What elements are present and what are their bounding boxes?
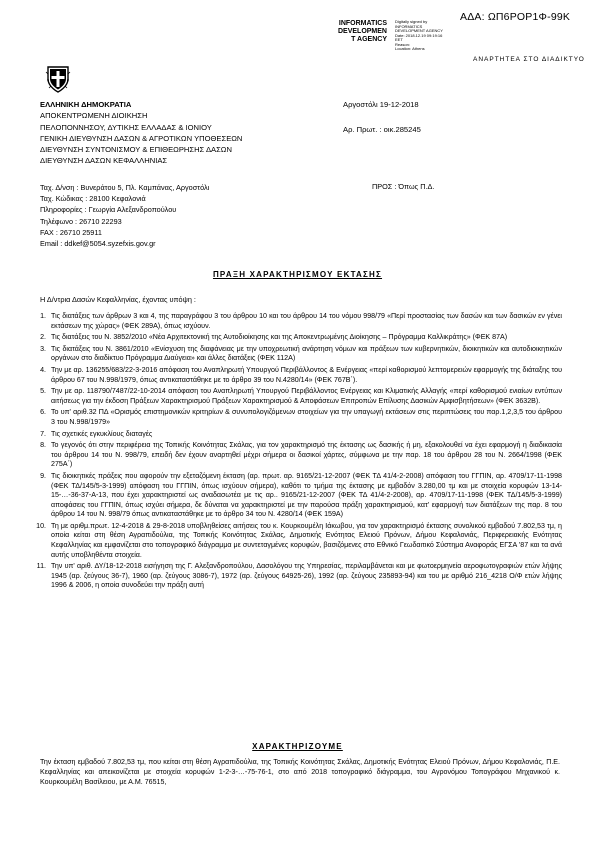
signature-detail-line: Location: Athens [395,46,425,51]
intro-text: Η Δ/ντρια Δασών Κεφαλληνίας, έχοντας υπόψη : [40,295,196,304]
contact-email: Email : ddkef@5054.syzefxis.gov.gr [40,239,156,249]
contact-line: Ταχ. Κώδικας : 28100 Κεφαλονιά [40,194,146,204]
decision-title: ΧΑΡΑΚΤΗΡΙΖΟΥΜΕ [252,742,343,751]
item-text: Τις διατάξεις του Ν. 3861/2010 «Ενίσχυση της διαφάνειας με την υποχρεωτική ανάρτηση νόμων και πράξεων των κυβερνητικών, διοικητικών και αυτοδιοικητικών οργάνων στο διαδίκτυο Πρόγραμμα Διαύγεια» και άλλες διατάξεις (ΦΕΚ 112Α) [51,344,562,363]
greek-emblem-icon [45,64,71,94]
item-number: 4. [40,365,46,374]
issuing-authority [40,99,242,167]
item-number: 7. [40,429,46,438]
header-line: ΓΕΝΙΚΗ ΔΙΕΥΘΥΝΣΗ ΔΑΣΩΝ & ΑΓΡΟΤΙΚΩΝ ΥΠΟΘΕΣΕΩΝ [40,133,243,143]
list-item [24,430,562,440]
list-item [24,312,562,331]
signature-detail-line: DEVELOPMENT AGENCY [395,28,443,33]
item-text: Την με αρ. 118790/7487/22-10-2014 απόφαση του Αναπληρωτή Υπουργού Περιβάλλοντος Ενέργειας και Κλιματικής Αλλαγής «περί καθορισμού ενιαίων εντύπων αιτήσεως για την έκδοση Πράξεων Χαρακτηρισμού Πράξεων Χαρακτηρισμού & Αποφάσεων Επιτροπών Επίλυσης Δασικών Αμφισβητήσεων» (ΦΕΚ 3632Β). [51,387,562,405]
item-number: 5. [40,387,46,396]
item-number: 2. [40,333,46,342]
list-item [24,441,562,470]
list-item [24,333,562,343]
item-number: 1. [40,312,46,320]
item-number: 8. [40,441,46,450]
header-line: ΔΙΕΥΘΥΝΣΗ ΣΥΝΤΟΝΙΣΜΟΥ & ΕΠΙΘΕΩΡΗΣΗΣ ΔΑΣΩΝ [40,145,232,155]
signature-detail-line: Reason: [395,41,410,47]
item-text: Τις διατάξεις του Ν. 3852/2010 «Νέα Αρχιτεκτονική της Αυτοδιοίκησης και της Αποκεντρωμένης Διοίκησης – Πρόγραμμα Καλλικράτης» (ΦΕΚ 87Α) [51,333,508,342]
header-line: ΠΕΛΟΠΟΝΝΗΣΟΥ, ΔΥΤΙΚΗΣ ΕΛΛΑΔΑΣ & ΙΟΝΙΟΥ [40,122,212,132]
item-number: 10. [36,521,46,530]
contact-line: Πληροφορίες : Γεωργία Αλεξανδροπούλου [40,205,177,215]
item-text: Τις διοικητικές πράξεις που αφορούν την εξεταζόμενη έκταση (αρ. πρωτ. αρ. 9165/21-12-2007 (ΦΕΚ ΤΔ 41/4-2-2008) απόφαση του ΓΓΠΙΝ, αρ. 4709/17-11-1998 (ΦΕΚ ΤΔ/145/5-3-1999) απόφαση του ΓΓΠΙΝ, όπως ισχύουν σήμερα), καθότι το τμήμα της έκτασης με εμβαδόν 3.280,00 τμ και με στοιχεία κορυφών 13-14-15-…-36-37-Α-13, που έχει χαρακτηριστεί ως αναδασωτέα με τις αρ.. 9165/21-12-2007 (ΦΕΚ ΤΔ 41/4-2-2008), αρ. 4709/17-11-1998 (ΦΕΚ ΤΔ/145/5-3-1999) αποφάσεις του ΓΓΠΙΝ, όπως ισχύει σήμερα, δε δύναται να χαρακτηριστεί με την παρούσα πράξη χαρακτηρισμού, κατ' εφαρμογή των διατάξεων της παρ. 8 του άρθρου 14 του Ν. 998/79 όπως αντικαταστάθηκε με το άρθρο 34 του Ν. 4280/14 (ΦΕΚ 159Α) [51,471,562,519]
contact-line: Ταχ. Δ/νση : Βυνεράτου 5, Πλ. Καμπάνας, Αργοστόλι [40,183,210,192]
agency-signature [325,20,387,44]
item-number: 6. [40,408,46,417]
list-item [24,387,562,406]
header-line: ΑΠΟΚΕΝΤΡΩΜΕΝΗ ΔΙΟΙΚΗΣΗ [40,111,148,121]
published-label: ΑΝΑΡΤΗΤΕΑ ΣΤΟ ΔΙΑΔΙΚΤΥΟ [473,56,585,63]
considerations-list [24,312,562,593]
agency-line: INFORMATICS [338,20,387,27]
recipient: ΠΡΟΣ : Όπως Π.Δ. [372,182,435,191]
agency-line: DEVELOPMEN [337,28,387,35]
list-item [24,562,562,591]
signature-detail-line: Digitally signed by [395,19,428,24]
list-item [24,472,562,520]
item-text: Την υπ' αριθ. ΔΥ/18-12-2018 εισήγηση της Γ. Αλεξανδροπούλου, Δασολόγου της Υπηρεσίας, περιλαμβάνεται και με φωτοερμηνεία αεροφωτογραφιών ετών λήψης 1945 (αρ. ζεύγους 36-7), 1960 (αρ. ζεύγους 3086-7), 1972 (αρ. ζεύγους 64925-26), 1992 (αρ. ζεύγους 235893-94) και του με αριθμό 216_4218 Ο/Φ ετών λήψης 1996 & 2006, η οποία συνοδεύει την πράξη αυτή [51,562,562,590]
header-line: ΕΛΛΗΝΙΚΗ ΔΗΜΟΚΡΑΤΙΑ [40,100,132,109]
item-text: Το υπ' αριθ.32 ΠΔ «Ορισμός επιστημονικών κριτηρίων & συνυπολογιζόμενων στοιχείων για την υπαγωγή εκτάσεων στις περιπτώσεις του παρ.1,2,3,5 του άρθρου 3 του Ν.998/1979» [51,408,562,426]
item-text: Το γεγονός ότι στην περιφέρεια της Τοπικής Κοινότητας Σκάλας, για τον χαρακτηρισμό της έκτασης ως δασικής ή μη, εξακολουθεί να έχει εφαρμογή η διαδικασία του άρθρου 14 του Ν. 998/79, επειδή δεν έχουν αναρτηθεί μέχρι σήμερα οι δασικοί χάρτες, σύμφωνα με την παρ. 18 του άρθρου 28 του Ν. 2664/1998 (ΦΕΚ 275Α΄) [51,441,562,469]
document-title: ΠΡΑΞΗ ΧΑΡΑΚΤΗΡΙΣΜΟΥ ΕΚΤΑΣΗΣ [212,270,383,279]
contact-line: FAX : 26710 25911 [40,227,102,237]
item-number: 9. [40,471,46,480]
digital-signature-details [395,20,455,52]
contact-line: Τηλέφωνο : 26710 22293 [40,216,122,226]
list-item [24,408,562,427]
signature-detail-line: EET [395,37,403,42]
list-item [24,345,562,364]
list-item [24,522,562,560]
list-item [24,366,562,385]
signature-detail-line: Date: 2018.12.19 09:19:16 [395,32,443,38]
document-date: Αργοστόλι 19-12-2018 [343,100,419,109]
ada-code: ΑΔΑ: ΩΠ6ΡΟΡ1Φ-99Κ [460,11,571,23]
item-number: 3. [40,344,46,353]
signature-detail-line: INFORMATICS [395,23,423,29]
item-text: Τις διατάξεις των άρθρων 3 και 4, της παραγράφου 3 του άρθρου 10 και του άρθρου 14 του νόμου 998/79 «Περί προστασίας των δασών και των δασικών εν γένει εκτάσεων της χώρας» (ΦΕΚ 289Α), όπως ισχύουν. [51,312,562,330]
item-text: Τις σχετικές εγκυκλίους διαταγές [51,429,153,438]
item-text: Τη με αριθμ.πρωτ. 12-4-2018 & 29-8-2018 υποβληθείσες αιτήσεις του κ. Κουρκουμέλη Ιάκωβου, για τον χαρακτηρισμό έκτασης συνολικού εμβαδού 7.802,53 τμ, η οποία κείται στη θέση Αγραπιδούλια, της Τοπικής Κοινότητας Σκάλας, Δημοτικής Ενότητας Ελειού Πρόνων, Δήμου Κεφαλονιάς, Περιφερειακής Ενότητας Κεφαλληνίας και εμφανίζεται στο τοπογραφικό διάγραμμα με συντεταγμένες κορυφών, βασιζόμενες στο Εθνικό Γεωδαιτικό Σύστημα Αναφοράς ΕΓΣΑ '87 και τα ανά αυτής υποβληθέντα στοιχεία. [51,521,562,559]
agency-line: T AGENCY [351,36,387,43]
decision-text: Την έκταση εμβαδού 7.802,53 τμ, που κείται στη θέση Αγραπιδούλια, της Τοπικής Κοινότητας Σκάλας, Δημοτικής Ενότητας Ελειού Πρόνων, Δήμου Κεφαλονιάς, Π.Ε. Κεφαλληνίας και απεικονίζεται με στοιχεία κορυφών 1-2-3-…-75-76-1, στο από 2018 τοπογραφικό διάγραμμα, του Αγρονόμου Τοπογράφου Μηχανικού κ. Κουρκουμέλη Βασίλειου, με Α.Μ. 76515, [40,758,560,786]
header-line: ΔΙΕΥΘΥΝΣΗ ΔΑΣΩΝ ΚΕΦΑΛΛΗΝΙΑΣ [40,156,168,166]
item-text: Την με αρ. 136255/683/22-3-2016 απόφαση του Αναπληρωτή Υπουργού Περιβάλλοντος & Ενέργειας «περί καθορισμού λεπτομερειών εφαρμογής της διάταξης του άρθρου 67 του Ν.998/1979, όπως αντικαταστάθηκε με το άρθρο 39 του Ν.4280/14» (ΦΕΚ 767Β΄). [51,365,563,384]
protocol-number: Αρ. Πρωτ. : οικ.285245 [343,125,421,134]
item-number: 11. [36,562,46,571]
contact-block [40,182,209,249]
